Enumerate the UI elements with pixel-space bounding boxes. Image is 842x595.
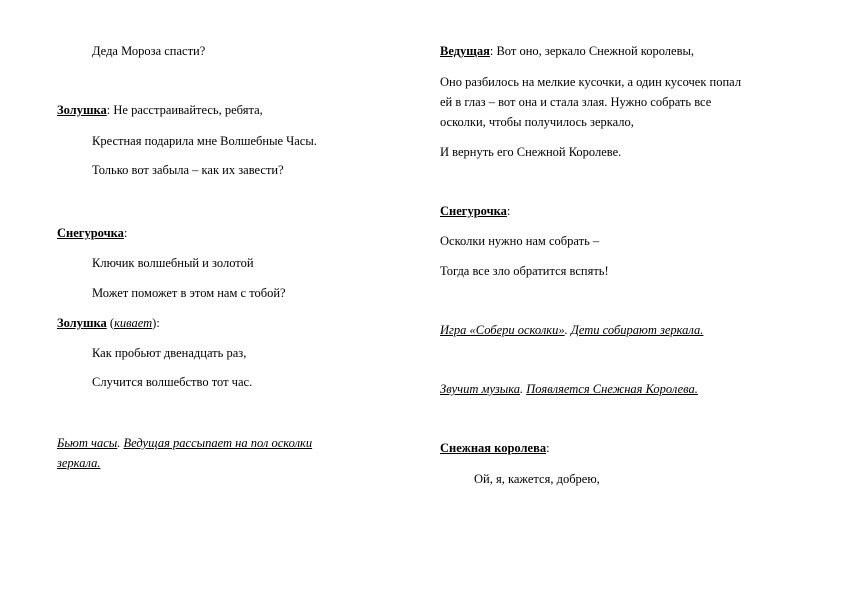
dialogue-text: : [546, 441, 550, 455]
dialogue-line-snegurochka [57, 226, 127, 241]
stage-direction-text: Дети собирают зеркала. [570, 323, 704, 337]
speaker-name: Золушка [57, 316, 107, 330]
stage-direction [440, 382, 698, 397]
speaker-name: Снегурочка [57, 226, 124, 240]
stage-direction-text: Игра «Собери осколки» [440, 323, 565, 337]
stage-direction [440, 323, 703, 338]
stage-direction-text: зеркала. [57, 456, 101, 470]
verse-line: осколки, чтобы получилось зеркало, [440, 115, 634, 129]
verse-line: Только вот забыла – как их завести? [92, 163, 284, 177]
verse-line: Деда Мороза спасти? [92, 44, 206, 58]
verse-line: Тогда все зло обратится вспять! [440, 264, 609, 278]
verse-line: Оно разбилось на мелкие кусочки, а один кусочек попал [440, 75, 742, 89]
speaker-name: Снежная королева [440, 441, 547, 455]
verse-line: ей в глаз – вот она и стала злая. Нужно собрать все [440, 95, 712, 109]
dialogue-line-snezhnaya-koroleva [440, 441, 550, 456]
dialogue-text: : Вот оно, зеркало Снежной королевы, [489, 44, 695, 58]
stage-direction-text: Ведущая рассыпает на пол осколки [123, 436, 313, 450]
dialogue-line-zolushka [57, 316, 160, 331]
dialogue-text: ): [152, 316, 160, 330]
verse-line: Может поможет в этом нам с тобой? [92, 286, 286, 300]
stage-direction-text: Бьют часы [57, 436, 118, 450]
dialogue-text: : [506, 204, 511, 218]
verse-line: И вернуть его Снежной Королеве. [440, 145, 622, 159]
stage-direction-text: . [520, 382, 527, 396]
dialogue-text: ( [106, 316, 115, 330]
stage-direction [57, 436, 312, 451]
stage-direction-text: Появляется Снежная Королева. [526, 382, 698, 396]
dialogue-line-snegurochka [440, 204, 510, 219]
stage-direction-text: Звучит музыка [440, 382, 521, 396]
speaker-name: Ведущая [440, 44, 490, 58]
stage-direction-text: . [564, 323, 571, 337]
verse-line: Ключик волшебный и золотой [92, 256, 254, 270]
verse-line: Ой, я, кажется, добрею, [474, 472, 600, 486]
speaker-name: Снегурочка [440, 204, 507, 218]
dialogue-line-zolushka [57, 103, 263, 118]
dialogue-text: : [123, 226, 128, 240]
verse-line: Крестная подарила мне Волшебные Часы. [92, 134, 317, 148]
verse-line: Как пробьют двенадцать раз, [92, 346, 247, 360]
speaker-name: Золушка [57, 103, 107, 117]
stage-direction-text: . [117, 436, 124, 450]
dialogue-line-vedushaya [440, 44, 694, 59]
stage-action: кивает [114, 316, 153, 330]
dialogue-text: : Не расстраивайтесь, ребята, [106, 103, 263, 117]
stage-direction [57, 456, 100, 471]
verse-line: Осколки нужно нам собрать – [440, 234, 600, 248]
verse-line: Случится волшебство тот час. [92, 375, 253, 389]
